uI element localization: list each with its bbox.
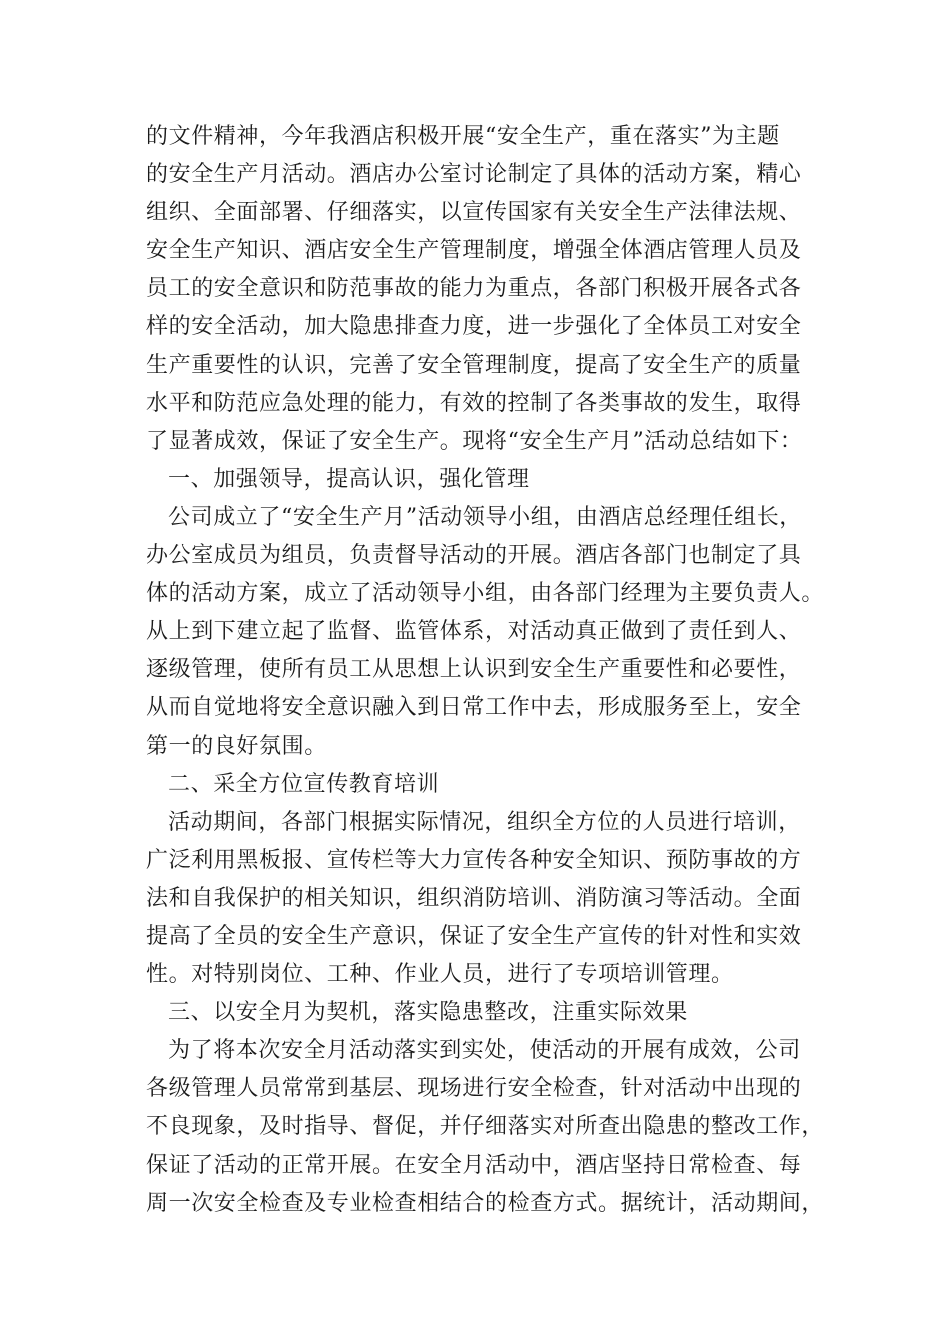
document-line: 不良现象，及时指导、督促，并仔细落实对所查出隐患的整改工作， <box>146 1114 825 1140</box>
document-line: 第一的良好氛围。 <box>146 733 327 759</box>
document-line: 从而自觉地将安全意识融入到日常工作中去，形成服务至上，安全 <box>146 695 802 721</box>
document-line: 保证了活动的正常开展。在安全月活动中，酒店坚持日常检查、每 <box>146 1152 802 1178</box>
document-line: 为了将本次安全月活动落实到实处，使活动的开展有成效，公司 <box>168 1038 801 1064</box>
document-line: 周一次安全检查及专业检查相结合的检查方式。据统计，活动期间， <box>146 1190 825 1216</box>
document-line: 性。对特别岗位、工种、作业人员，进行了专项培训管理。 <box>146 962 734 988</box>
document-line: 安全生产知识、酒店安全生产管理制度，增强全体酒店管理人员及 <box>146 238 802 264</box>
document-line: 公司成立了“安全生产月”活动领导小组，由酒店总经理任组长， <box>168 504 802 530</box>
document-line: 样的安全活动，加大隐患排查力度，进一步强化了全体员工对安全 <box>146 314 802 340</box>
document-line: 各级管理人员常常到基层、现场进行安全检查，针对活动中出现的 <box>146 1076 802 1102</box>
document-body <box>146 118 826 1223</box>
document-line: 三、以安全月为契机，落实隐患整改，注重实际效果 <box>168 1000 688 1026</box>
document-line: 逐级管理，使所有员工从思想上认识到安全生产重要性和必要性， <box>146 657 802 683</box>
document-line: 生产重要性的认识，完善了安全管理制度，提高了安全生产的质量 <box>146 352 802 378</box>
document-line: 提高了全员的安全生产意识，保证了安全生产宣传的针对性和实效 <box>146 923 802 949</box>
document-line: 员工的安全意识和防范事故的能力为重点，各部门积极开展各式各 <box>146 276 802 302</box>
document-line: 水平和防范应急处理的能力，有效的控制了各类事故的发生，取得 <box>146 390 802 416</box>
document-line: 广泛利用黑板报、宣传栏等大力宣传各种安全知识、预防事故的方 <box>146 847 802 873</box>
document-line: 活动期间，各部门根据实际情况，组织全方位的人员进行培训， <box>168 809 801 835</box>
document-line: 一、加强领导，提高认识，强化管理 <box>168 466 530 492</box>
document-line: 的文件精神，今年我酒店积极开展“安全生产，重在落实”为主题 <box>146 124 780 149</box>
document-line: 二、采全方位宣传教育培训 <box>168 771 440 797</box>
document-line: 办公室成员为组员，负责督导活动的开展。酒店各部门也制定了具 <box>146 543 802 569</box>
document-line: 法和自我保护的相关知识，组织消防培训、消防演习等活动。全面 <box>146 885 802 911</box>
document-line: 了显著成效，保证了安全生产。现将“安全生产月”活动总结如下： <box>146 428 803 454</box>
document-line: 组织、全面部署、仔细落实，以宣传国家有关安全生产法律法规、 <box>146 200 802 226</box>
document-line: 体的活动方案，成立了活动领导小组，由各部门经理为主要负责人。 <box>146 581 825 607</box>
document-line: 从上到下建立起了监督、监管体系，对活动真正做到了责任到人、 <box>146 619 802 645</box>
document-line: 的安全生产月活动。酒店办公室讨论制定了具体的活动方案，精心 <box>146 162 802 188</box>
